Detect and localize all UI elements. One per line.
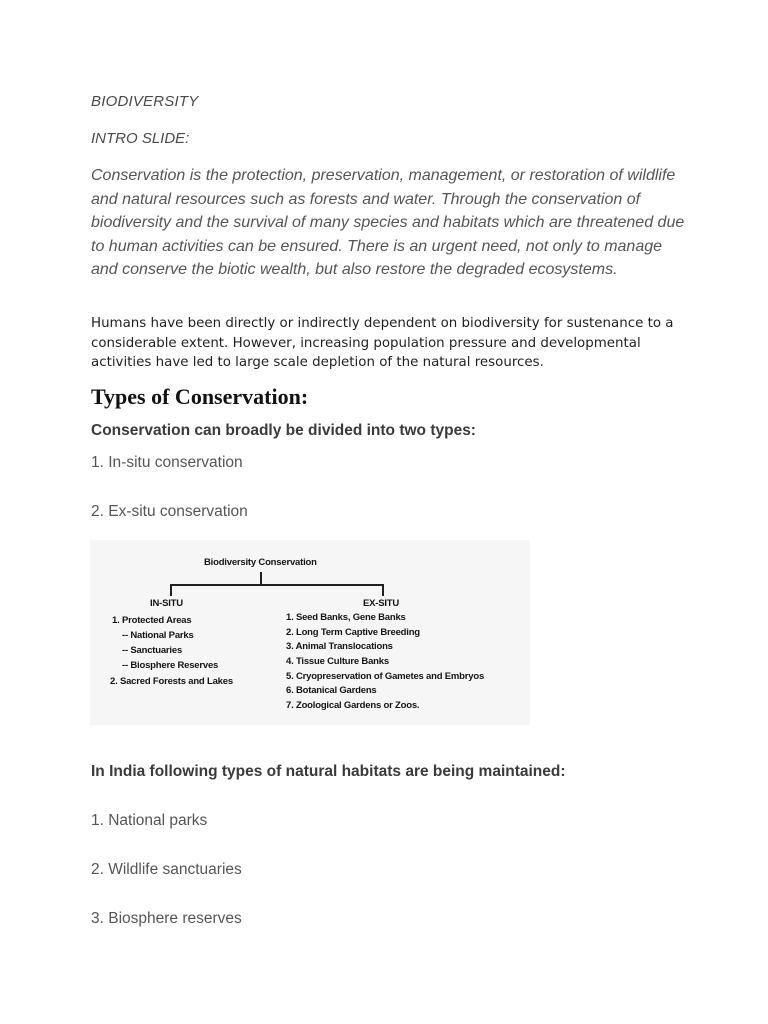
humans-paragraph: Humans have been directly or indirectly dependent on biodiversity for sustenance to a considerable extent. However, increasing population pressure and developmental activities have led to large scale depletion of the natural resources. (91, 316, 674, 370)
ex-situ-label: EX-SITU (363, 598, 400, 609)
types-heading: Types of Conservation: (91, 384, 309, 409)
conservation-diagram (90, 540, 530, 725)
in-situ-item: -- National Parks (122, 630, 194, 641)
habitat-item-wildlife-sanctuaries: 2. Wildlife sanctuaries (91, 861, 242, 878)
in-situ-item: -- Biosphere Reserves (122, 660, 219, 671)
ex-situ-item: 3. Animal Translocations (286, 641, 393, 652)
ex-situ-item: 2. Long Term Captive Breeding (286, 627, 420, 638)
document-title: BIODIVERSITY (91, 93, 199, 110)
india-heading: In India following types of natural habitats are being maintained: (91, 763, 566, 780)
ex-situ-item: 5. Cryopreservation of Gametes and Embryos (286, 671, 485, 682)
intro-paragraph: Conservation is the protection, preservation, management, or restoration of wildlife and natural resources such as forests and water. Through the conservation of biodiversity and the survival of many species and habitats which are threatened due to human activities can be ensured. There is an urgent need, not only to manage and conserve the biotic wealth, but also restore the degraded ecosystems. (91, 167, 685, 278)
in-situ-item: 1. Protected Areas (112, 615, 192, 626)
habitat-item-national-parks: 1. National parks (91, 812, 208, 829)
ex-situ-item: 4. Tissue Culture Banks (286, 656, 389, 667)
ex-situ-item: 1. Seed Banks, Gene Banks (286, 612, 406, 623)
in-situ-item: -- Sanctuaries (122, 645, 183, 656)
in-situ-item: 2. Sacred Forests and Lakes (110, 676, 233, 687)
habitat-item-biosphere-reserves: 3. Biosphere reserves (91, 910, 242, 927)
diagram-branch-line (170, 584, 383, 586)
list-item-ex-situ: 2. Ex-situ conservation (91, 503, 248, 520)
diagram-left-drop (170, 584, 172, 596)
in-situ-label: IN-SITU (150, 598, 183, 609)
diagram-root-label: Biodiversity Conservation (204, 557, 317, 568)
diagram-right-drop (382, 584, 384, 596)
diagram-root-connector (260, 572, 262, 584)
ex-situ-item: 6. Botanical Gardens (286, 685, 377, 696)
list-item-in-situ: 1. In-situ conservation (91, 454, 243, 471)
types-subheading: Conservation can broadly be divided into two types: (91, 422, 476, 439)
ex-situ-item: 7. Zoological Gardens or Zoos. (286, 700, 420, 711)
intro-label: INTRO SLIDE: (91, 130, 190, 147)
